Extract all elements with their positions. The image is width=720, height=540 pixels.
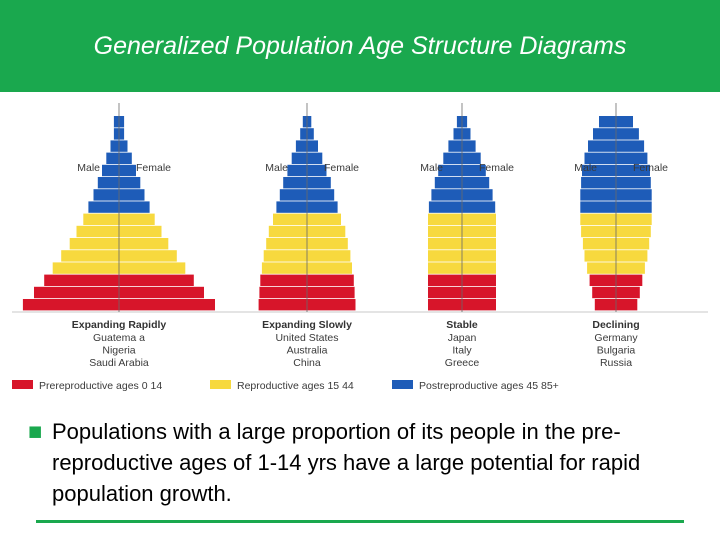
pyramid-expanding-rapidly-title: Expanding Rapidly — [71, 319, 167, 331]
pyramid-expanding-rapidly-example-country: Nigeria — [102, 344, 136, 357]
pyramid-expanding-slowly-example-country: United States — [275, 332, 339, 344]
pyramid-expanding-slowly-title: Expanding Slowly — [262, 319, 352, 331]
pyramid-stable-example-country: Italy — [452, 344, 472, 357]
pyramid-declining-female-label: Female — [633, 162, 669, 174]
slide-title: Generalized Population Age Structure Diagrams — [93, 32, 627, 60]
pyramid-declining-male-label: Male — [574, 162, 597, 174]
pyramid-stable-male-label: Male — [420, 162, 443, 174]
bullet-point — [28, 416, 688, 509]
pyramid-expanding-rapidly-example-country: Guatema a — [93, 332, 145, 344]
legend-label-pre: Prereproductive ages 0 14 — [39, 380, 163, 392]
age-structure-diagrams — [12, 103, 708, 395]
pyramid-stable-example-country: Greece — [444, 357, 480, 369]
pyramid-expanding-slowly-example-country: China — [293, 357, 321, 369]
pyramid-expanding-rapidly-example-country: Saudi Arabia — [89, 357, 149, 369]
pyramid-declining-example-country: Russia — [599, 357, 633, 369]
pyramid-expanding-rapidly-female-label: Female — [136, 162, 172, 174]
legend-swatch-rep — [210, 380, 231, 389]
bullet-text: Populations with a large proportion of its people in the pre-reproductive ages of 1-14 yrs have a large potential for rapid population growth. — [52, 419, 641, 506]
square-bullet-icon: ■ — [28, 422, 43, 440]
pyramid-declining-example-country: Germany — [594, 332, 638, 344]
legend-swatch-post — [392, 380, 413, 389]
pyramid-expanding-slowly-example-country: Australia — [286, 344, 328, 357]
pyramid-stable-female-label: Female — [479, 162, 515, 174]
age-structure-figure — [12, 103, 708, 395]
pyramid-stable-title: Stable — [446, 319, 478, 331]
pyramid-expanding-slowly-male-label: Male — [265, 162, 288, 174]
pyramid-declining-title: Declining — [592, 319, 640, 331]
legend-label-post: Postreproductive ages 45 85+ — [419, 380, 559, 392]
pyramid-expanding-slowly-female-label: Female — [324, 162, 360, 174]
pyramid-expanding-rapidly-male-label: Male — [77, 162, 100, 174]
underline-divider — [36, 520, 684, 523]
title-bar — [0, 0, 720, 92]
legend-swatch-pre — [12, 380, 33, 389]
legend-label-rep: Reproductive ages 15 44 — [237, 380, 354, 392]
pyramid-declining-example-country: Bulgaria — [596, 344, 636, 357]
pyramid-stable-example-country: Japan — [447, 332, 477, 344]
